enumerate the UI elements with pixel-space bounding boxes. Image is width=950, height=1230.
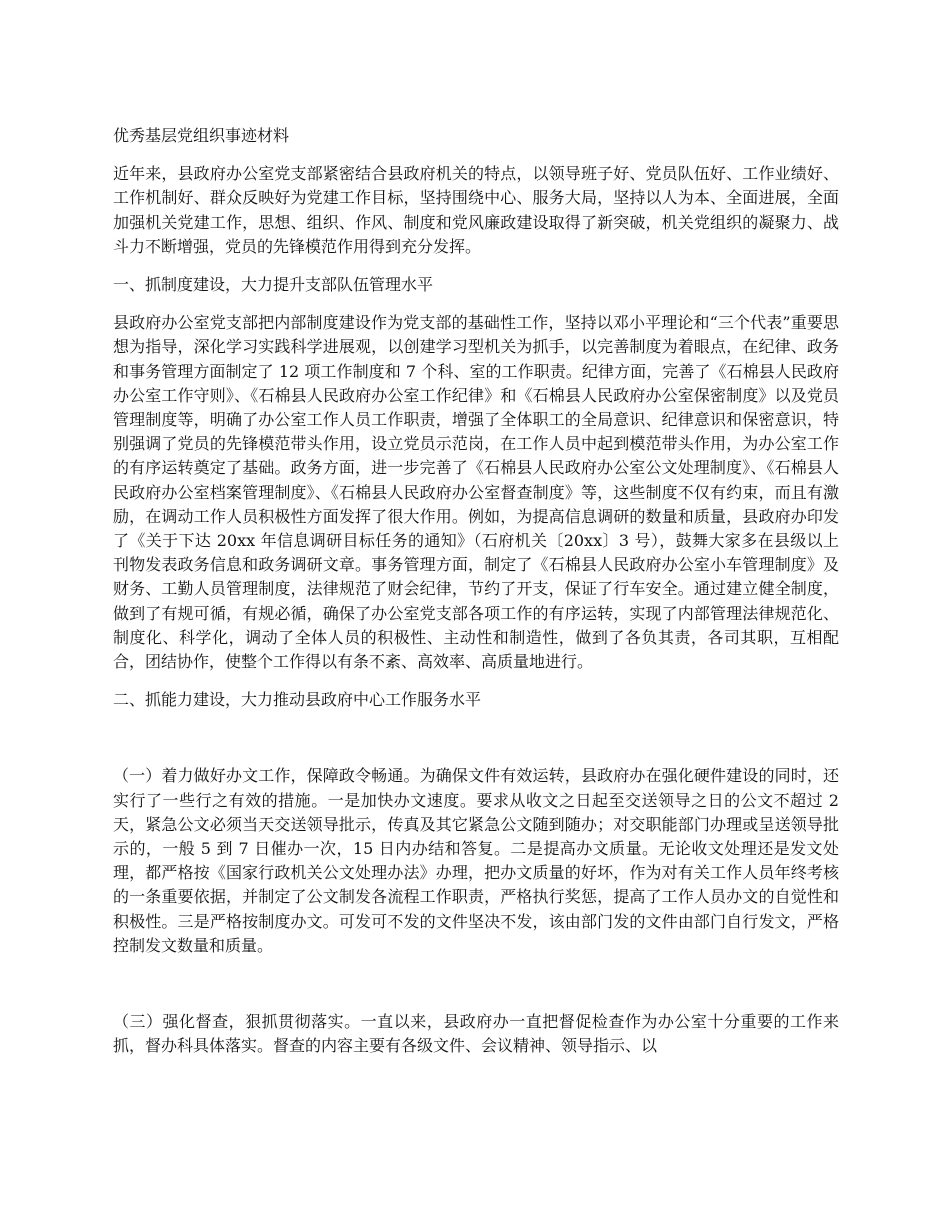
blank-gap bbox=[113, 726, 839, 764]
document-page bbox=[113, 124, 839, 1073]
section-2-heading: 二、抓能力建设，大力推动县政府中心工作服务水平 bbox=[113, 690, 482, 710]
section-1-heading: 一、抓制度建设，大力提升支部队伍管理水平 bbox=[113, 275, 434, 295]
blank-gap bbox=[113, 972, 839, 1010]
document-title: 优秀基层党组织事迹材料 bbox=[113, 126, 290, 145]
subsection-3-paragraph: （三）强化督查，狠抓贯彻落实。一直以来，县政府办一直把督促检查作为办公室十分重要的工作来抓，督办科具体落实。督查的内容主要有各级文件、会议精神、领导指示、以 bbox=[113, 1012, 839, 1056]
section-1-paragraph: 县政府办公室党支部把内部制度建设作为党支部的基础性工作，坚持以邓小平理论和“三个代表”重要思想为指导，深化学习实践科学进展观，以创建学习型机关为抓手，以完善制度为着眼点，在纪律、政务和事务管理方面制定了 12 项工作制度和 7 个科、室的工作职责。纪律方面，完善了《石棉县人民政府办公室工作守则》、《石棉县人民政府办公室工作纪律》和《石棉县人民政府办公室保密制度》以及党员管理制度等，明确了办公室工作人员工作职责，增强了全体职工的全局意识、纪律意识和保密意识，特别强调了党员的先锋模范带头作用，设立党员示范岗，在工作人员中起到模范带头作用，为办公室工作的有序运转奠定了基础。政务方面，进一步完善了《石棉县人民政府办公室公文处理制度》、《石棉县人民政府办公室档案管理制度》、《石棉县人民政府办公室督查制度》等，这些制度不仅有约束，而且有激励，在调动工作人员积极性方面发挥了很大作用。例如，为提高信息调研的数量和质量，县政府办印发了《关于下达 20xx 年信息调研目标任务的通知》（石府机关〔20xx〕3 号），鼓舞大家多在县级以上刊物发表政务信息和政务调研文章。事务管理方面，制定了《石棉县人民政府办公室小车管理制度》及财务、工勤人员管理制度，法律规范了财会纪律，节约了开支，保证了行车安全。通过建立健全制度，做到了有规可循，有规必循，确保了办公室党支部各项工作的有序运转，实现了内部管理法律规范化、制度化、科学化，调动了全体人员的积极性、主动性和制造性，做到了各负其责，各司其职，互相配合，团结协作，使整个工作得以有条不紊、高效率、高质量地进行。 bbox=[113, 313, 839, 672]
intro-paragraph: 近年来，县政府办公室党支部紧密结合县政府机关的特点，以领导班子好、党员队伍好、工作业绩好、工作机制好、群众反映好为党建工作目标，坚持围绕中心、服务大局，坚持以人为本、全面进展，全面加强机关党建工作，思想、组织、作风、制度和党风廉政建设取得了新突破，机关党组织的凝聚力、战斗力不断增强，党员的先锋模范作用得到充分发挥。 bbox=[113, 164, 839, 256]
subsection-1-paragraph: （一）着力做好办文工作，保障政令畅通。为确保文件有效运转，县政府办在强化硬件建设的同时，还实行了一些行之有效的措施。一是加快办文速度。要求从收文之日起至交送领导之日的公文不超过 2 天，紧急公文必须当天交送领导批示，传真及其它紧急公文随到随办；对交职能部门办理或呈送领导批示的，一般 5 到 7 日催办一次，15 日内办结和答复。二是提高办文质量。无论收文处理还是发文处理，都严格按《国家行政机关公文处理办法》办理，把办文质量的好坏，作为对有关工作人员年终考核的一条重要依据，并制定了公文制发各流程工作职责，严格执行奖惩，提高了工作人员办文的自觉性和积极性。三是严格按制度办文。可发可不发的文件坚决不发，该由部门发的文件由部门自行发文，严格控制发文数量和质量。 bbox=[113, 766, 839, 955]
